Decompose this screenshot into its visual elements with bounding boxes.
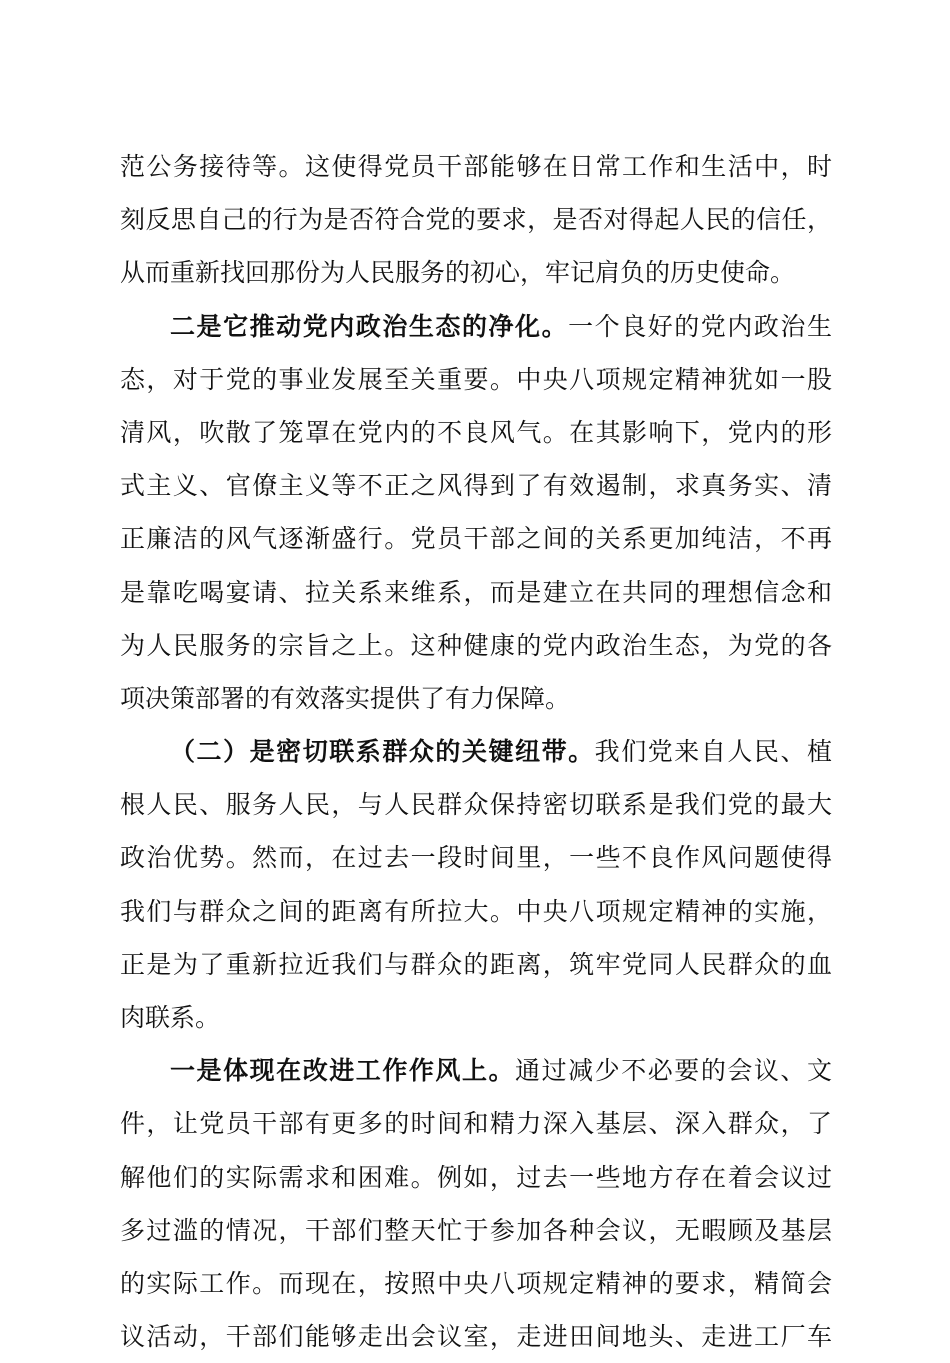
paragraph-line [120, 1097, 832, 1150]
line-text: 我们党来自人民、植 [594, 737, 832, 767]
paragraph-first-line [120, 300, 832, 353]
line-text: 根人民、服务人民，与人民群众保持密切联系是我们党的最大 [120, 790, 832, 820]
line-text: 式主义、官僚主义等不正之风得到了有效遏制，求真务实、清 [120, 471, 832, 501]
paragraph-line [120, 1204, 832, 1257]
line-text: 从而重新找回那份为人民服务的初心，牢记肩负的历史使命。 [120, 258, 796, 288]
paragraph-line [120, 459, 832, 512]
paragraph-line [120, 885, 832, 938]
paragraph-first-line [120, 1044, 832, 1097]
paragraph-line [120, 619, 832, 672]
line-text: 一个良好的党内政治生 [568, 311, 832, 341]
line-text: 范公务接待等。这使得党员干部能够在日常工作和生活中，时 [120, 152, 832, 181]
paragraph-line [120, 406, 832, 459]
paragraph-line [120, 1257, 832, 1310]
line-text: 件，让党员干部有更多的时间和精力深入基层、深入群众，了 [120, 1109, 832, 1139]
paragraph-line [120, 140, 832, 193]
paragraph-line [120, 1310, 832, 1363]
paragraph-line [120, 831, 832, 884]
paragraph-line [120, 778, 832, 831]
paragraph-first-line [120, 725, 832, 778]
line-text: 肉联系。 [120, 1003, 221, 1032]
paragraph-line [120, 353, 832, 406]
paragraph-line [120, 246, 832, 299]
line-text: 正廉洁的风气逐渐盛行。党员干部之间的关系更加纯洁，不再 [120, 524, 832, 554]
line-text: 刻反思自己的行为是否符合党的要求，是否对得起人民的信任， [120, 205, 832, 235]
paragraph-heading: （二）是密切联系群众的关键纽带。 [170, 737, 595, 767]
line-text: 是靠吃喝宴请、拉关系来维系，而是建立在共同的理想信念和 [120, 577, 832, 607]
line-text: 解他们的实际需求和困难。例如，过去一些地方存在着会议过 [120, 1162, 832, 1192]
line-text: 的实际工作。而现在，按照中央八项规定精神的要求，精简会 [120, 1268, 832, 1298]
paragraph-heading: 一是体现在改进工作作风上。 [170, 1056, 516, 1086]
paragraph-line [120, 938, 832, 991]
line-text: 项决策部署的有效落实提供了有力保障。 [120, 683, 571, 713]
paragraph-line [120, 512, 832, 565]
line-text: 我们与群众之间的距离有所拉大。中央八项规定精神的实施， [120, 896, 832, 926]
line-text: 通过减少不必要的会议、文 [515, 1056, 832, 1086]
paragraph-line [120, 672, 832, 725]
line-text: 多过滥的情况，干部们整天忙于参加各种会议，无暇顾及基层 [120, 1215, 832, 1245]
line-text: 政治优势。然而，在过去一段时间里，一些不良作风问题使得 [120, 843, 832, 873]
paragraph-line [120, 991, 832, 1044]
document-body [120, 140, 832, 1363]
paragraph-line [120, 193, 832, 246]
paragraph-line [120, 566, 832, 619]
line-text: 议活动，干部们能够走出会议室，走进田间地头、走进工厂车 [120, 1322, 832, 1352]
line-text: 态，对于党的事业发展至关重要。中央八项规定精神犹如一股 [120, 364, 832, 394]
paragraph-heading: 二是它推动党内政治生态的净化。 [170, 311, 569, 341]
line-text: 清风，吹散了笼罩在党内的不良风气。在其影响下，党内的形 [120, 417, 832, 447]
line-text: 为人民服务的宗旨之上。这种健康的党内政治生态，为党的各 [120, 630, 832, 660]
line-text: 正是为了重新拉近我们与群众的距离，筑牢党同人民群众的血 [120, 949, 832, 979]
paragraph-line [120, 1151, 832, 1204]
